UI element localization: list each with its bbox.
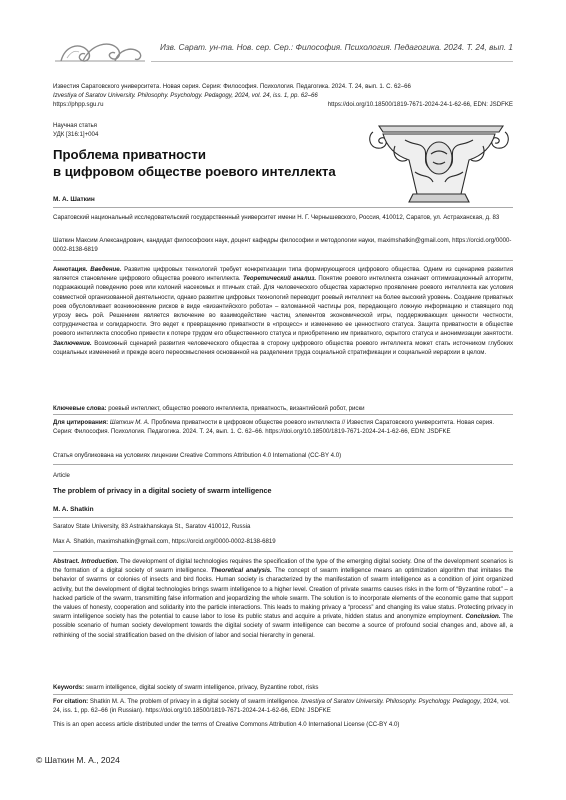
column-capital-illustration [365, 116, 513, 208]
keywords-text: роевый интеллект, общество роевого интеллекта, приватность, византийский робот, риски [106, 405, 365, 412]
conclusion-label: Conclusion. [465, 613, 501, 621]
keywords-ru [53, 404, 513, 413]
ornament-icon [53, 36, 151, 70]
intro-label: Введение. [90, 266, 122, 273]
conclusion-text: The possible scenario of human society development towards the digital society of swarm intelligence can become a source of profound social changes and, above all, a rethinking of the social stratification based on the division of labor and social hierarchy in general. [53, 613, 513, 639]
forcite-label: Для цитирования: [53, 419, 109, 426]
forcite-label: For citation: [53, 698, 89, 705]
citation-en: Izvestiya of Saratov University. Philosophy. Psychology. Pedagogy, 2024, vol. 24, iss. 1, pp. 62–66 [53, 92, 318, 99]
affiliation-en: Saratov State University, 83 Astrakhanskaya St., Saratov 410012, Russia [53, 523, 251, 530]
author-ru: М. А. Шаткин [53, 196, 95, 203]
udk-code: УДК [316:1]+004 [53, 131, 99, 138]
running-head-text: Изв. Сарат. ун-та. Нов. сер. Сер.: Философия. Психология. Педагогика. 2024. Т. 24, вып. 1 [160, 43, 513, 52]
divider [53, 551, 513, 552]
divider [53, 517, 513, 518]
forcite-text: Проблема приватности в цифровом обществе роевого интеллекта // Известия Саратовского университета. Новая серия. Серия: Философия. Психология. Педагогика. 2024. Т. 24, вып. 1. С. 62–66. https://doi.org/10.18500/1819-7671-2024-24-1-62-66, EDN: JSDFKE [53, 419, 495, 435]
intro-text: Развитие цифровых технологий требует конкретизации типа формирующегося цифрового общества. Одним из сценариев развития является становление цифрового общества роевого интеллекта. [53, 266, 513, 283]
divider [53, 414, 513, 415]
for-citation-ru [53, 418, 513, 436]
forcite-tail: , 2024, vol. 24, iss. 1, pp. 62–66 (in Russian). https://doi.org/10.18500/1819-7671-2024-24-1-62-66, EDN: JSDFKE [53, 698, 510, 714]
copyright-notice: © Шаткин М. А., 2024 [36, 755, 120, 765]
abstract-ru [53, 265, 513, 357]
journal-link[interactable]: https://phpp.sgu.ru [53, 101, 104, 108]
conclusion-text: Возможный сценарий развития человеческого общества в сторону цифрового общества роевого интеллекта может стать источником глубоких социальных изменений и прежде всего переосмысления основанной на разделении труда социальной стратификации и социальной иерархии в целом. [53, 339, 513, 356]
abstract-label: Аннотация. [53, 266, 88, 273]
forcite-journal: Izvestiya of Saratov University. Philosophy. Psychology. Pedagogy [301, 698, 480, 705]
divider [53, 207, 513, 208]
forcite-text: Shatkin M. A. The problem of privacy in a digital society of swarm intelligence. [88, 698, 302, 705]
article-kind-en: Article [53, 472, 70, 479]
theory-label: Theoretical analysis. [210, 567, 272, 575]
citation-ru: Известия Саратовского университета. Новая серия. Серия: Философия. Психология. Педагогика. 2024. Т. 24, вып. 1. С. 62–66 [53, 83, 411, 90]
affiliation-ru: Саратовский национальный исследовательский государственный университет имени Н. Г. Чернышевского, Россия, 410012, Саратов, ул. Астраханская, д. 83 [53, 214, 500, 221]
divider [53, 464, 513, 465]
title-line-2: в цифровом обществе роевого интеллекта [53, 163, 336, 179]
intro-label: Introduction. [81, 558, 119, 565]
running-head [53, 36, 513, 70]
theory-label: Теоретический анализ. [242, 275, 317, 283]
article-title-ru [53, 147, 353, 180]
divider [53, 260, 513, 261]
keywords-text: swarm intelligence, digital society of swarm intelligence, privacy, Byzantine robot, risks [84, 684, 319, 691]
forcite-author: Шаткин М. А. [108, 419, 150, 426]
running-head-rule [151, 61, 513, 62]
divider [53, 694, 513, 695]
article-title-en: The problem of privacy in a digital society of swarm intelligence [53, 486, 272, 495]
author-info-en: Max A. Shatkin, maximshatkin@gmail.com, https://orcid.org/0000-0002-8138-6819 [53, 538, 276, 545]
keywords-label: Keywords: [53, 684, 85, 691]
keywords-en [53, 683, 513, 692]
doi-link[interactable]: https://doi.org/10.18500/1819-7671-2024-24-1-62-66, EDN: JSDFKE [327, 101, 513, 108]
license-en: This is an open access article distributed under the terms of Creative Commons Attribution 4.0 International License (CC-BY 4.0) [53, 721, 400, 728]
intro-text: The development of digital technologies requires the specification of the type of the emerging digital society. One of the development scenarios is the formation of a digital society of swarm intelligence. [53, 558, 513, 575]
author-info-ru: Шаткин Максим Александрович, кандидат философских наук, доцент кафедры философии и методологии науки, maximshatkin@gmail.com, https://orcid.org/0000-0002-8138-6819 [53, 237, 512, 253]
title-line-1: Проблема приватности [53, 147, 206, 162]
keywords-label: Ключевые слова: [53, 405, 107, 412]
conclusion-label: Заключение. [53, 339, 92, 347]
theory-text: Понятие роевого интеллекта означает оптимизационный алгоритм, подражающий поведению роев или колоний насекомых и птичьих стай. Для человеческого общества характерно проявление роевого интеллекта как условия совместной организованной деятельности, однако развитие цифровых технологий переводит роевый интеллект на более высокий уровень. Создание приватных роев обусловливает возникновение рисков в виде «византийского робота» – взломанной частицы роя, передающего ложную информацию и ставящего под угрозу весь рой. Решением является включение во взаимодействие частиц элементов экономической игры, поддерживающих ценности честности, сотрудничества и солидарности. Это ведет к превращению приватности в «процесс» и изменению ее ценностного статуса. Защита приватности в обществе роевого интеллекта способно привести к потере трудом его общественного статуса и приобретению им приватного, скрытого статуса и анонимизации занятости. [53, 275, 514, 338]
author-en: M. A. Shatkin [53, 506, 94, 513]
abstract-en [53, 557, 513, 640]
url-row [53, 101, 513, 110]
license-ru: Статья опубликована на условиях лицензии Creative Commons Attribution 4.0 International (CC-BY 4.0) [53, 452, 342, 459]
for-citation-en [53, 697, 513, 715]
abstract-label: Abstract. [53, 558, 80, 565]
article-kind: Научная статья [53, 122, 97, 129]
theory-text: The concept of swarm intelligence means an optimization algorithm that imitates the behavior of swarms or colonies of insects and bird flocks. Human society is characterized by the manifestation of swarm intelligence as a condition of joint organized activity, but the development of digital technologies brings swarm intelligence to a higher level. Creation of private swarms causes risks in the form of “Byzantine robot” – a hacked particle of the swarm, transmitting false information and jeopardizing the whole swarm. The solution is to incorporate elements of the economic game that support the values of honesty, cooperation and solidarity into the particle interactions. This leads to making privacy a “process” and changing its value status. Protecting privacy in swarm intelligence society has the potential to cause labor to lose its public status and acquire a private, hidden status and anonymize employment. [53, 567, 514, 621]
